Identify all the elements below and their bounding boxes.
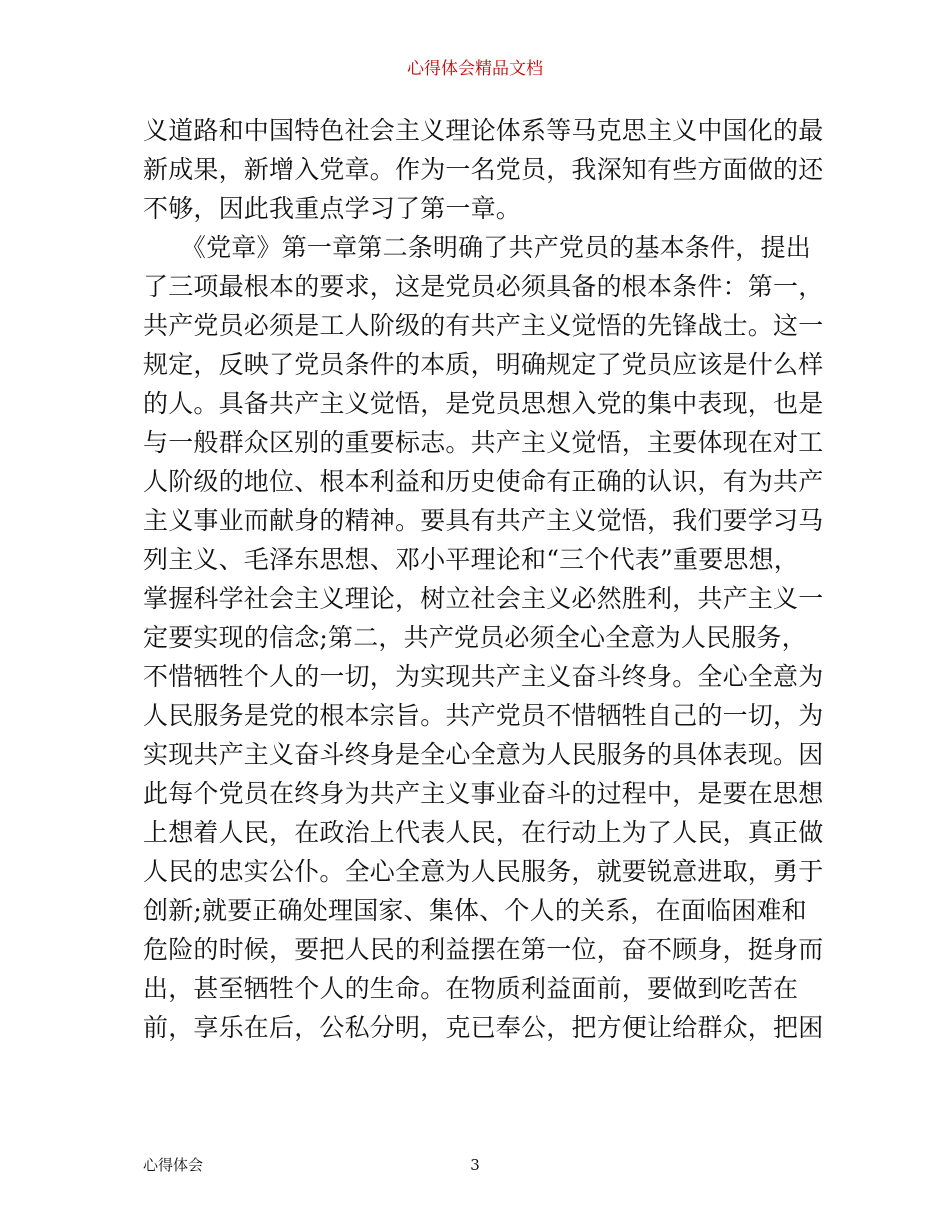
text-line: 了三项最根本的要求，这是党员必须具备的根本条件：第一， xyxy=(143,272,824,301)
text-line: 新成果，新增入党章。作为一名党员，我深知有些方面做的还 xyxy=(143,155,824,184)
text-line: 不惜牺牲个人的一切，为实现共产主义奋斗终身。全心全意为 xyxy=(143,662,824,691)
text-line: 义道路和中国特色社会主义理论体系等马克思主义中国化的最 xyxy=(143,116,824,145)
page-number: 3 xyxy=(470,1156,480,1174)
text-line: 此每个党员在终身为共产主义事业奋斗的过程中，是要在思想 xyxy=(143,779,824,808)
text-line: 主义事业而献身的精神。要具有共产主义觉悟，我们要学习马 xyxy=(143,506,824,535)
text-line: 人阶级的地位、根本利益和历史使命有正确的认识，有为共产 xyxy=(143,467,824,496)
footer-label: 心得体会 xyxy=(143,1156,204,1174)
text-line: 出，甚至牺牲个人的生命。在物质利益面前，要做到吃苦在 xyxy=(143,974,799,1003)
text-line: 掌握科学社会主义理论，树立社会主义必然胜利，共产主义一 xyxy=(143,584,824,613)
text-line: 实现共产主义奋斗终身是全心全意为人民服务的具体表现。因 xyxy=(143,740,824,769)
text-line: 不够，因此我重点学习了第一章。 xyxy=(143,194,522,223)
text-line: 上想着人民，在政治上代表人民，在行动上为了人民，真正做 xyxy=(143,818,824,847)
text-line: 定要实现的信念;第二，共产党员必须全心全意为人民服务， xyxy=(143,623,807,652)
text-line: 《党章》第一章第二条明确了共产党员的基本条件，提出 xyxy=(143,233,811,262)
page-header-title: 心得体会精品文档 xyxy=(407,59,543,79)
text-line: 与一般群众区别的重要标志。共产主义觉悟，主要体现在对工 xyxy=(143,428,824,457)
text-line: 规定，反映了党员条件的本质，明确规定了党员应该是什么样 xyxy=(143,350,824,379)
text-line: 列主义、毛泽东思想、邓小平理论和“三个代表”重要思想， xyxy=(143,545,799,574)
text-line: 人民的忠实公仆。全心全意为人民服务，就要锐意进取，勇于 xyxy=(143,857,824,886)
text-line: 前，享乐在后，公私分明，克已奉公，把方便让给群众，把困 xyxy=(143,1013,824,1042)
text-line: 共产党员必须是工人阶级的有共产主义觉悟的先锋战士。这一 xyxy=(143,311,824,340)
body-text xyxy=(143,111,823,1047)
text-line: 的人。具备共产主义觉悟，是党员思想入党的集中表现，也是 xyxy=(143,389,824,418)
text-line: 创新;就要正确处理国家、集体、个人的关系，在面临困难和 xyxy=(143,896,807,925)
text-line: 人民服务是党的根本宗旨。共产党员不惜牺牲自己的一切，为 xyxy=(143,701,824,730)
text-line: 危险的时候，要把人民的利益摆在第一位，奋不顾身，挺身而 xyxy=(143,935,824,964)
